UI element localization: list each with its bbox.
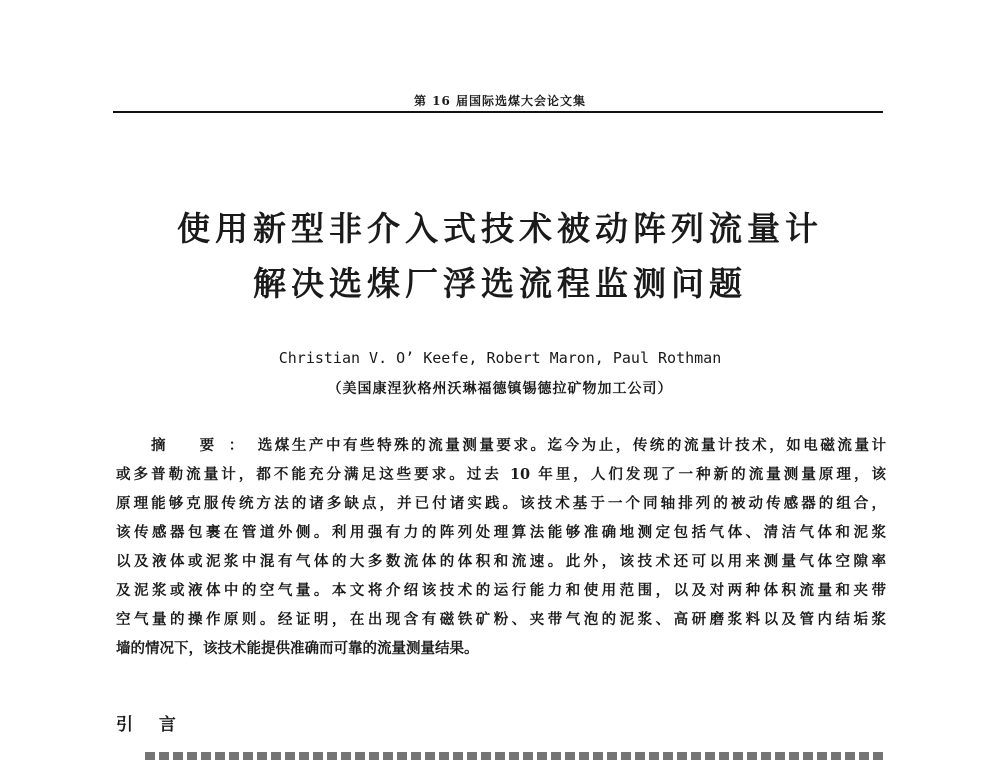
abstract <box>116 431 886 663</box>
abstract-line: 及泥浆或液体中的空气量。本文将介绍该技术的运行能力和使用范围，以及对两种体积流量和夹带 <box>116 582 886 599</box>
paper-affiliation: （美国康涅狄格州沃琳福德镇锡德拉矿物加工公司） <box>327 381 673 397</box>
running-header: 第 16 届国际选煤大会论文集 <box>413 94 587 108</box>
paper-title-line-1: 使用新型非介入式技术被动阵列流量计 <box>177 209 823 248</box>
abstract-line <box>116 431 886 460</box>
abstract-line: 墙的情况下，该技术能提供准确而可靠的流量测量结果。 <box>116 640 479 657</box>
cutoff-body-text <box>145 752 885 760</box>
abstract-label: 摘 要： <box>151 437 258 454</box>
abstract-line: 原理能够克服传统方法的诸多缺点，并已付诸实践。该技术基于一个同轴排列的被动传感器的组合， <box>116 495 886 512</box>
abstract-line: 或多普勒流量计，都不能充分满足这些要求。过去 10 年里，人们发现了一种新的流量测量原理，该 <box>116 466 886 483</box>
paper-authors: Christian V. O’ Keefe, Robert Maron, Paul Rothman <box>278 349 722 367</box>
section-heading-introduction: 引 言 <box>116 715 186 735</box>
paper-title-line-2: 解决选煤厂浮选流程监测问题 <box>253 264 747 303</box>
header-rule <box>113 111 883 113</box>
abstract-line: 空气量的操作原则。经证明，在出现含有磁铁矿粉、夹带气泡的泥浆、高研磨浆料以及管内结垢浆 <box>116 611 886 628</box>
abstract-line: 以及液体或泥浆中混有气体的大多数流体的体积和流速。此外，该技术还可以用来测量气体空隙率 <box>116 553 886 570</box>
abstract-line-text: 选煤生产中有些特殊的流量测量要求。迄今为止，传统的流量计技术，如电磁流量计 <box>257 437 886 454</box>
abstract-line: 该传感器包裹在管道外侧。利用强有力的阵列处理算法能够准确地测定包括气体、清洁气体和泥浆 <box>116 524 886 541</box>
